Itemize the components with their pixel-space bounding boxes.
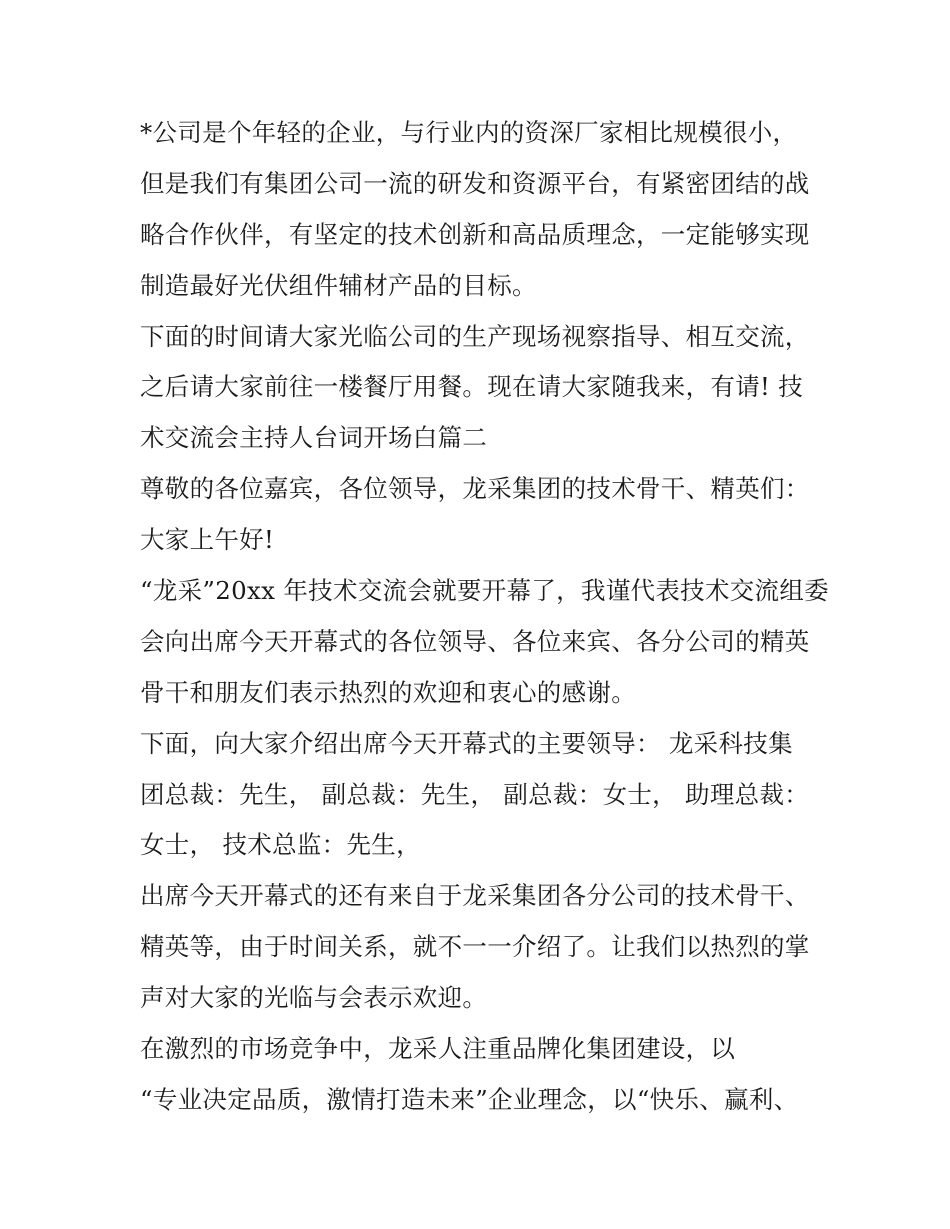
text-line: 下面，向大家介绍出席今天开幕式的主要领导： 龙采科技集 (140, 728, 793, 758)
text-line: 大家上午好! (140, 525, 275, 555)
text-line: 但是我们有集团公司一流的研发和资源平台，有紧密团结的战 (140, 168, 810, 198)
text-line: *公司是个年轻的企业，与行业内的资深厂家相比规模很小， (140, 118, 798, 147)
text-line: 略合作伙伴，有坚定的技术创新和高品质理念，一定能够实现 (140, 219, 810, 249)
text-line: 在激烈的市场竞争中，龙采人注重品牌化集团建设，以 (140, 1034, 736, 1064)
text-line: “专业决定品质，激情打造未来”企业理念，以“快乐、赢利、 (140, 1084, 799, 1114)
text-line: 尊敬的各位嘉宾，各位领导，龙采集团的技术骨干、精英们： (140, 474, 810, 504)
text-line: 之后请大家前往一楼餐厅用餐。现在请大家随我来，有请! 技 (140, 372, 804, 402)
text-line: 团总裁：先生， 副总裁：先生， 副总裁：女士， 助理总裁： (140, 779, 810, 809)
text-line: 术交流会主持人台词开场白篇二 (140, 423, 488, 453)
text-line: “龙采”20xx 年技术交流会就要开幕了，我谨代表技术交流组委 (140, 576, 829, 606)
text-line: 骨干和朋友们表示热烈的欢迎和衷心的感谢。 (140, 677, 636, 707)
text-line: 精英等，由于时间关系，就不一一介绍了。让我们以热烈的掌 (140, 932, 810, 962)
text-line: 声对大家的光临与会表示欢迎。 (140, 983, 488, 1013)
text-line: 出席今天开幕式的还有来自于龙采集团各分公司的技术骨干、 (140, 881, 810, 911)
text-line: 女士， 技术总监：先生， (140, 830, 421, 860)
document-body (140, 108, 830, 1126)
text-line: 下面的时间请大家光临公司的生产现场视察指导、相互交流， (140, 321, 810, 351)
text-line: 会向出席今天开幕式的各位领导、各位来宾、各分公司的精英 (140, 626, 810, 656)
text-line: 制造最好光伏组件辅材产品的目标。 (140, 270, 537, 300)
